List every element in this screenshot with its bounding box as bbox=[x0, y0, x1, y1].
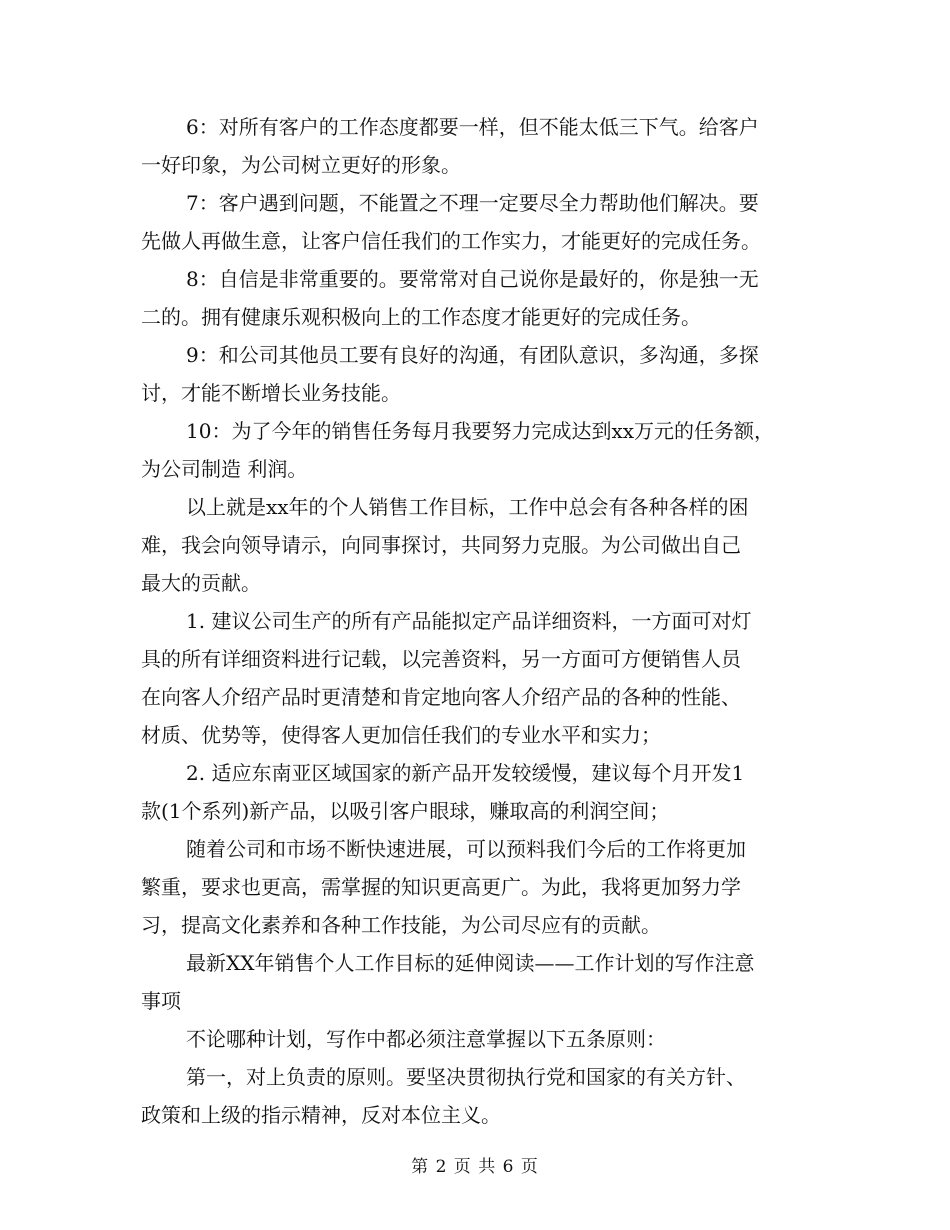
paragraph-line: 2. 适应东南亚区域国家的新产品开发较缓慢，建议每个月开发1 bbox=[186, 761, 745, 785]
paragraph-line: 款(1个系列)新产品，以吸引客户眼球，赚取高的利润空间； bbox=[141, 799, 670, 823]
paragraph-line: 讨，才能不断增长业务技能。 bbox=[141, 381, 401, 405]
paragraph bbox=[141, 184, 813, 260]
paragraph-line: 8：自信是非常重要的。要常常对自己说你是最好的，你是独一无 bbox=[186, 267, 759, 291]
paragraph-line: 在向客人介绍产品时更清楚和肯定地向客人介绍产品的各种的性能、 bbox=[141, 685, 741, 709]
paragraph bbox=[141, 260, 813, 336]
document-body bbox=[141, 108, 813, 1134]
paragraph-line: 不论哪种计划，写作中都必须注意掌握以下五条原则： bbox=[186, 1027, 666, 1051]
paragraph bbox=[141, 488, 813, 602]
paragraph-line: 具的所有详细资料进行记载，以完善资料，另一方面可方便销售人员 bbox=[141, 647, 741, 671]
page-footer: 第 2 页 共 6 页 bbox=[411, 1157, 539, 1177]
paragraph-line: 先做人再做生意，让客户信任我们的工作实力，才能更好的完成任务。 bbox=[141, 229, 761, 253]
paragraph-line: 习，提高文化素养和各种工作技能，为公司尽应有的贡献。 bbox=[141, 913, 661, 937]
paragraph-line: 为公司制造 利润。 bbox=[141, 457, 308, 481]
paragraph-line: 政策和上级的指示精神，反对本位主义。 bbox=[141, 1103, 501, 1127]
paragraph-line: 材质、优势等，使得客人更加信任我们的专业水平和实力； bbox=[141, 723, 661, 747]
paragraph bbox=[141, 830, 813, 944]
paragraph-line: 一好印象，为公司树立更好的形象。 bbox=[141, 153, 461, 177]
paragraph bbox=[141, 108, 813, 184]
paragraph-line: 繁重，要求也更高，需掌握的知识更高更广。为此，我将更加努力学 bbox=[141, 875, 741, 899]
paragraph bbox=[141, 1020, 813, 1058]
paragraph bbox=[141, 412, 813, 488]
paragraph-line: 6：对所有客户的工作态度都要一样，但不能太低三下气。给客户 bbox=[186, 115, 759, 139]
paragraph-line: 9：和公司其他员工要有良好的沟通，有团队意识，多沟通，多探 bbox=[186, 343, 759, 367]
paragraph-line: 事项 bbox=[141, 989, 181, 1013]
paragraph bbox=[141, 336, 813, 412]
paragraph bbox=[141, 944, 813, 1020]
paragraph-line: 10：为了今年的销售任务每月我要努力完成达到xx万元的任务额， bbox=[186, 419, 775, 443]
paragraph bbox=[141, 754, 813, 830]
paragraph-line: 难，我会向领导请示，向同事探讨，共同努力克服。为公司做出自己 bbox=[141, 533, 741, 557]
paragraph-line: 1. 建议公司生产的所有产品能拟定产品详细资料，一方面可对灯 bbox=[186, 609, 752, 633]
paragraph bbox=[141, 1058, 813, 1134]
paragraph-line: 最新XX年销售个人工作目标的延伸阅读——工作计划的写作注意 bbox=[186, 951, 755, 975]
paragraph-line: 以上就是xx年的个人销售工作目标，工作中总会有各种各样的困 bbox=[186, 495, 749, 519]
paragraph-line: 第一，对上负责的原则。要坚决贯彻执行党和国家的有关方针、 bbox=[186, 1065, 746, 1089]
paragraph-line: 随着公司和市场不断快速进展，可以预料我们今后的工作将更加 bbox=[186, 837, 746, 861]
paragraph bbox=[141, 602, 813, 754]
paragraph-line: 二的。拥有健康乐观积极向上的工作态度才能更好的完成任务。 bbox=[141, 305, 701, 329]
paragraph-line: 最大的贡献。 bbox=[141, 571, 261, 595]
paragraph-line: 7：客户遇到问题，不能置之不理一定要尽全力帮助他们解决。要 bbox=[186, 191, 759, 215]
